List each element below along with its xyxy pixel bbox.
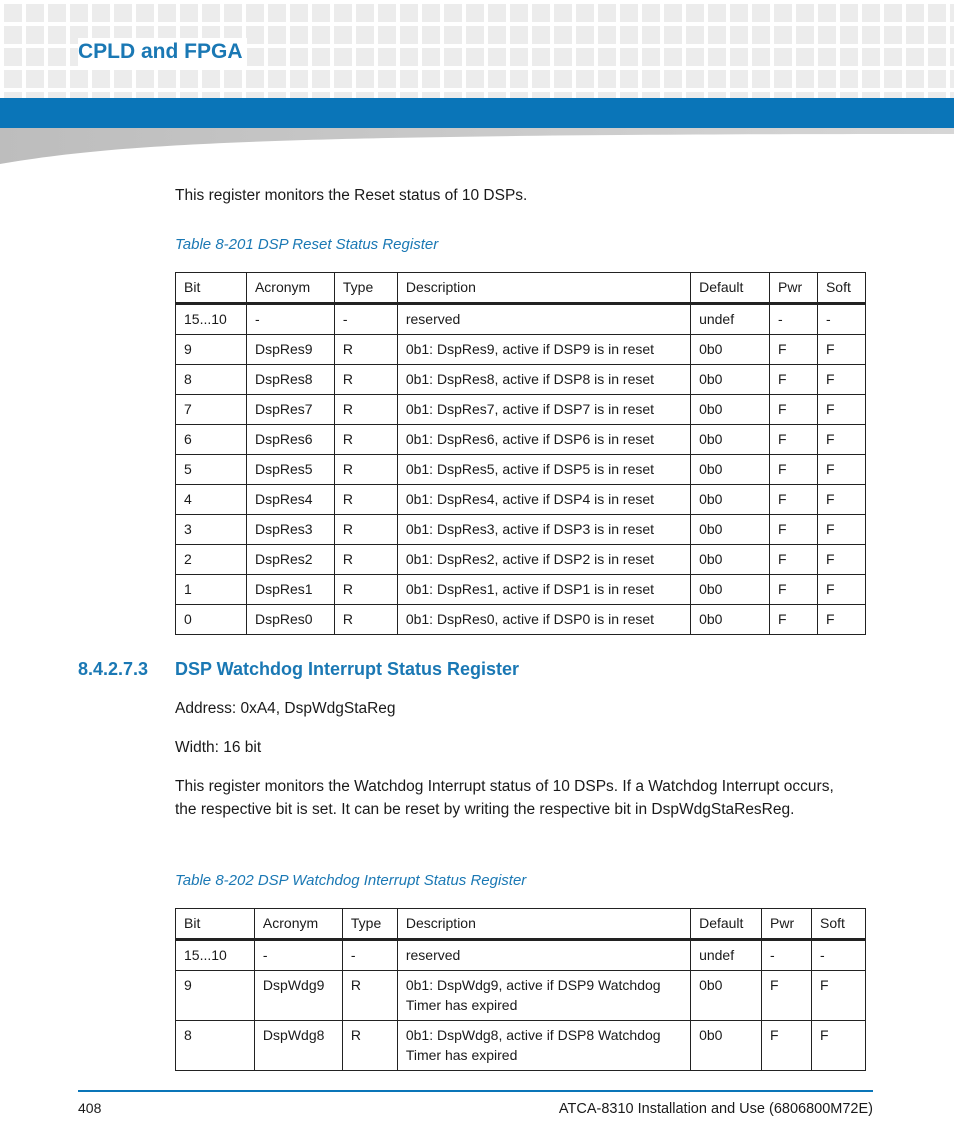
table-cell: - bbox=[811, 940, 865, 971]
table-cell: 2 bbox=[176, 545, 247, 575]
dsp-watchdog-status-table bbox=[175, 908, 866, 1071]
table-cell: - bbox=[770, 304, 818, 335]
table-cell: F bbox=[817, 545, 865, 575]
table-cell: F bbox=[770, 365, 818, 395]
table-cell: F bbox=[770, 395, 818, 425]
table-cell: - bbox=[254, 940, 342, 971]
table-cell: 0b1: DspRes3, active if DSP3 is in reset bbox=[397, 515, 690, 545]
column-header: Description bbox=[397, 273, 690, 304]
table-cell: R bbox=[342, 1021, 397, 1071]
table-cell: F bbox=[770, 515, 818, 545]
table-cell: 0b0 bbox=[691, 605, 770, 635]
column-header: Bit bbox=[176, 273, 247, 304]
column-header: Type bbox=[334, 273, 397, 304]
table-cell: 0b1: DspWdg9, active if DSP9 Watchdog Timer has expired bbox=[397, 971, 690, 1021]
column-header: Type bbox=[342, 909, 397, 940]
table-cell: R bbox=[334, 425, 397, 455]
table-cell: undef bbox=[691, 940, 762, 971]
table-cell: R bbox=[334, 605, 397, 635]
table-cell: F bbox=[770, 575, 818, 605]
table-cell: DspRes3 bbox=[246, 515, 334, 545]
table-cell: 0b0 bbox=[691, 425, 770, 455]
column-header: Default bbox=[691, 273, 770, 304]
table-cell: DspRes6 bbox=[246, 425, 334, 455]
table-cell: DspRes1 bbox=[246, 575, 334, 605]
table2-caption: Table 8-202 DSP Watchdog Interrupt Status Register bbox=[175, 872, 527, 889]
table-cell: 0b0 bbox=[691, 971, 762, 1021]
column-header: Description bbox=[397, 909, 690, 940]
table-cell: 0b0 bbox=[691, 515, 770, 545]
table1-caption: Table 8-201 DSP Reset Status Register bbox=[175, 236, 439, 253]
table-cell: - bbox=[817, 304, 865, 335]
table-cell: F bbox=[770, 545, 818, 575]
table-cell: DspRes5 bbox=[246, 455, 334, 485]
table-cell: 9 bbox=[176, 971, 255, 1021]
table-cell: R bbox=[334, 545, 397, 575]
table-cell: 0b1: DspRes4, active if DSP4 is in reset bbox=[397, 485, 690, 515]
table-cell: 0b0 bbox=[691, 1021, 762, 1071]
table-cell: F bbox=[817, 395, 865, 425]
document-title: ATCA-8310 Installation and Use (6806800M72E) bbox=[558, 1101, 873, 1117]
table-cell: 0 bbox=[176, 605, 247, 635]
header-blue-bar bbox=[0, 98, 954, 128]
column-header: Pwr bbox=[762, 909, 812, 940]
table-cell: 8 bbox=[176, 1021, 255, 1071]
table-cell: R bbox=[334, 485, 397, 515]
table-cell: 8 bbox=[176, 365, 247, 395]
table-cell: F bbox=[770, 605, 818, 635]
intro-text: This register monitors the Reset status of 10 DSPs. bbox=[175, 187, 528, 204]
table-cell: 0b0 bbox=[691, 545, 770, 575]
table-cell: 0b1: DspRes5, active if DSP5 is in reset bbox=[397, 455, 690, 485]
table-cell: R bbox=[334, 365, 397, 395]
chapter-title: CPLD and FPGA bbox=[78, 38, 247, 66]
register-width: Width: 16 bit bbox=[175, 739, 262, 756]
table-cell: 6 bbox=[176, 425, 247, 455]
column-header: Soft bbox=[817, 273, 865, 304]
table-cell: 0b0 bbox=[691, 395, 770, 425]
table-cell: 3 bbox=[176, 515, 247, 545]
table-cell: DspRes8 bbox=[246, 365, 334, 395]
table-cell: 5 bbox=[176, 455, 247, 485]
table-cell: undef bbox=[691, 304, 770, 335]
table-cell: F bbox=[770, 485, 818, 515]
table-cell: 4 bbox=[176, 485, 247, 515]
table-cell: F bbox=[811, 1021, 865, 1071]
table-row bbox=[176, 335, 866, 365]
header-gray-swoosh bbox=[0, 128, 954, 164]
table-cell: 0b1: DspRes1, active if DSP1 is in reset bbox=[397, 575, 690, 605]
table-cell: DspRes0 bbox=[246, 605, 334, 635]
table-row bbox=[176, 395, 866, 425]
section-description: This register monitors the Watchdog Interrupt status of 10 DSPs. If a Watchdog Interrupt occurs, the respective bit is set. It can be reset by writing the respective bit in DspWdgStaResReg. bbox=[175, 778, 834, 818]
table-cell: reserved bbox=[397, 940, 690, 971]
table-cell: 0b1: DspRes7, active if DSP7 is in reset bbox=[397, 395, 690, 425]
table-row bbox=[176, 485, 866, 515]
table-cell: DspRes2 bbox=[246, 545, 334, 575]
table-row bbox=[176, 940, 866, 971]
table-cell: F bbox=[817, 425, 865, 455]
column-header: Bit bbox=[176, 909, 255, 940]
table-cell: R bbox=[334, 575, 397, 605]
column-header: Default bbox=[691, 909, 762, 940]
dsp-reset-status-table bbox=[175, 272, 866, 635]
table-row bbox=[176, 515, 866, 545]
table-row bbox=[176, 575, 866, 605]
table-cell: - bbox=[246, 304, 334, 335]
table-cell: 7 bbox=[176, 395, 247, 425]
table-row bbox=[176, 1021, 866, 1071]
table-cell: F bbox=[817, 455, 865, 485]
table-cell: 0b1: DspRes9, active if DSP9 is in reset bbox=[397, 335, 690, 365]
table-cell: F bbox=[817, 575, 865, 605]
table-cell: 1 bbox=[176, 575, 247, 605]
table-cell: F bbox=[817, 515, 865, 545]
table-cell: F bbox=[770, 455, 818, 485]
table-cell: F bbox=[817, 365, 865, 395]
table-cell: F bbox=[817, 485, 865, 515]
table-row bbox=[176, 304, 866, 335]
table-cell: F bbox=[817, 605, 865, 635]
table-cell: R bbox=[334, 335, 397, 365]
table-row bbox=[176, 425, 866, 455]
table-cell: 0b1: DspWdg8, active if DSP8 Watchdog Timer has expired bbox=[397, 1021, 690, 1071]
table-row bbox=[176, 365, 866, 395]
table-row bbox=[176, 455, 866, 485]
table-cell: DspRes4 bbox=[246, 485, 334, 515]
register-address: Address: 0xA4, DspWdgStaReg bbox=[175, 700, 396, 717]
table-cell: 0b0 bbox=[691, 335, 770, 365]
table-cell: - bbox=[762, 940, 812, 971]
table-cell: F bbox=[762, 1021, 812, 1071]
table-cell: - bbox=[342, 940, 397, 971]
table-header-row bbox=[176, 909, 866, 940]
table-cell: R bbox=[334, 395, 397, 425]
footer-rule bbox=[78, 1090, 873, 1092]
column-header: Soft bbox=[811, 909, 865, 940]
table-cell: DspWdg8 bbox=[254, 1021, 342, 1071]
table-cell: DspWdg9 bbox=[254, 971, 342, 1021]
column-header: Acronym bbox=[246, 273, 334, 304]
column-header: Pwr bbox=[770, 273, 818, 304]
table-cell: 0b0 bbox=[691, 485, 770, 515]
table-row bbox=[176, 971, 866, 1021]
section-number: 8.4.2.7.3 bbox=[78, 659, 149, 679]
table-cell: F bbox=[770, 335, 818, 365]
table-cell: F bbox=[762, 971, 812, 1021]
table-cell: 0b0 bbox=[691, 455, 770, 485]
table-cell: reserved bbox=[397, 304, 690, 335]
table-cell: 15...10 bbox=[176, 304, 247, 335]
table-row bbox=[176, 545, 866, 575]
table-row bbox=[176, 605, 866, 635]
table-cell: 15...10 bbox=[176, 940, 255, 971]
table-cell: F bbox=[811, 971, 865, 1021]
table-cell: F bbox=[770, 425, 818, 455]
table-cell: 9 bbox=[176, 335, 247, 365]
table-cell: 0b1: DspRes0, active if DSP0 is in reset bbox=[397, 605, 690, 635]
table-cell: - bbox=[334, 304, 397, 335]
column-header: Acronym bbox=[254, 909, 342, 940]
page-number: 408 bbox=[78, 1100, 102, 1116]
table-header-row bbox=[176, 273, 866, 304]
table-cell: 0b0 bbox=[691, 365, 770, 395]
table-cell: DspRes7 bbox=[246, 395, 334, 425]
table-cell: 0b1: DspRes2, active if DSP2 is in reset bbox=[397, 545, 690, 575]
section-heading bbox=[78, 659, 519, 680]
table-cell: R bbox=[334, 455, 397, 485]
table-cell: R bbox=[334, 515, 397, 545]
section-title: DSP Watchdog Interrupt Status Register bbox=[175, 659, 520, 679]
table-cell: 0b1: DspRes8, active if DSP8 is in reset bbox=[397, 365, 690, 395]
table-cell: R bbox=[342, 971, 397, 1021]
table-cell: F bbox=[817, 335, 865, 365]
table-cell: 0b0 bbox=[691, 575, 770, 605]
table-cell: 0b1: DspRes6, active if DSP6 is in reset bbox=[397, 425, 690, 455]
table-cell: DspRes9 bbox=[246, 335, 334, 365]
